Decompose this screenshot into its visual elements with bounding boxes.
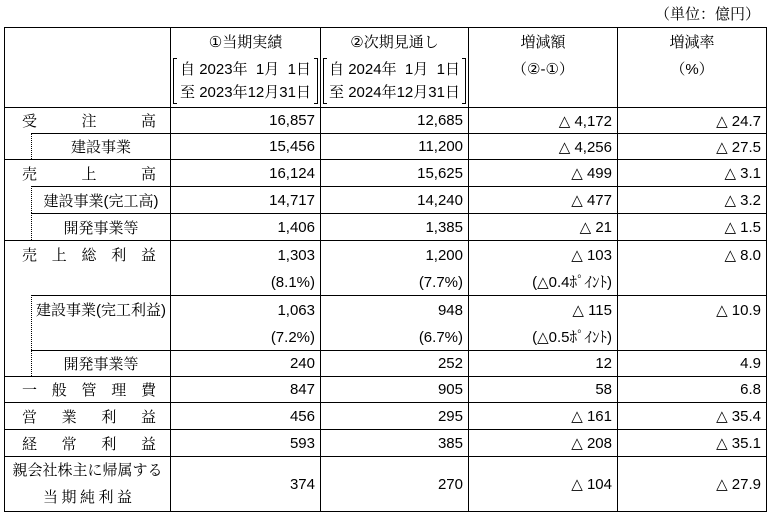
row-sales-development-rate: △ 1.5 [617, 213, 766, 240]
row-net-income-forecast: 270 [320, 456, 468, 511]
row-sga-label: 一般管理費 [22, 382, 156, 399]
row-sga-forecast: 905 [320, 376, 468, 402]
row-sales-development-forecast: 1,385 [320, 213, 468, 240]
row-sales-construction-label: 建設事業(完工高) [31, 186, 170, 213]
row-gross-profit-rate: △ 8.0 [724, 247, 761, 264]
header-change-title: 増減額 [520, 34, 566, 51]
row-sales-construction-change: △ 477 [468, 186, 617, 213]
row-gp-construction-change-cell [468, 295, 617, 350]
row-gp-construction-actual-cell [170, 295, 320, 350]
row-ordinary-income-label-cell [4, 429, 170, 456]
row-gross-profit-sub-indent [4, 295, 31, 376]
row-gross-profit-actual: 1,303 [277, 247, 315, 264]
row-sga-change: 58 [468, 376, 617, 402]
row-net-income-change: △ 104 [468, 456, 617, 511]
row-gross-profit-change-cell [468, 240, 617, 295]
row-operating-income-label: 営業利益 [22, 408, 156, 426]
row-gross-profit-forecast-cell [320, 240, 468, 295]
row-orders-construction-forecast: 11,200 [320, 133, 468, 159]
row-gross-profit-forecast: 1,200 [425, 247, 463, 264]
header-actual-period-bracket [173, 58, 318, 104]
header-forecast-title: ②次期見通し [350, 34, 439, 51]
header-forecast-period-from: 自 2024年 1月 1日 [329, 61, 460, 78]
row-net-income-actual: 374 [170, 456, 320, 511]
row-orders-construction-actual: 15,456 [170, 133, 320, 159]
row-net-sales-label: 売上高 [22, 165, 156, 183]
row-net-income-label-line1: 親会社株主に帰属する [12, 462, 163, 479]
row-net-sales-actual: 16,124 [170, 159, 320, 186]
row-gp-construction-forecast-ratio: (6.7%) [418, 329, 463, 346]
row-gross-profit-change-ratio: (△0.4ﾎﾟｲﾝﾄ) [532, 274, 612, 291]
row-gross-profit-label: 売上総利益 [22, 247, 156, 264]
row-sales-sub-indent [4, 186, 31, 240]
row-net-sales-change: △ 499 [468, 159, 617, 186]
header-forecast-cell [320, 27, 468, 107]
row-gp-construction-label: 建設事業(完工利益) [36, 302, 166, 319]
row-net-income-label-cell [4, 456, 170, 511]
row-orders-received-rate: △ 24.7 [617, 107, 766, 133]
row-orders-received-label-cell [4, 107, 170, 133]
row-gross-profit-change: △ 103 [571, 247, 612, 264]
row-sales-development-label: 開発事業等 [31, 213, 170, 240]
row-orders-construction-indent [4, 133, 31, 159]
header-forecast-period-bracket [323, 58, 466, 104]
financial-forecast-table [4, 27, 767, 512]
row-sga-label-cell [4, 376, 170, 402]
row-gp-development-actual: 240 [170, 350, 320, 376]
row-orders-construction-rate: △ 27.5 [617, 133, 766, 159]
row-ordinary-income-forecast: 385 [320, 429, 468, 456]
header-change-subtitle-box [469, 58, 617, 104]
row-gp-construction-actual-ratio: (7.2%) [270, 329, 315, 346]
row-gp-development-label: 開発事業等 [31, 350, 170, 376]
row-sales-construction-forecast: 14,240 [320, 186, 468, 213]
header-rate-subtitle: （%） [670, 61, 714, 78]
row-net-sales-rate: △ 3.1 [617, 159, 766, 186]
row-gp-development-forecast: 252 [320, 350, 468, 376]
row-gross-profit-rate-cell [617, 240, 766, 295]
row-ordinary-income-change: △ 208 [468, 429, 617, 456]
row-ordinary-income-actual: 593 [170, 429, 320, 456]
header-change-cell [468, 27, 617, 107]
row-gp-construction-actual: 1,063 [277, 302, 315, 319]
row-net-income-label-line2: 当期純利益 [43, 489, 132, 506]
row-ordinary-income-rate: △ 35.1 [617, 429, 766, 456]
row-net-sales-label-cell [4, 159, 170, 186]
row-gp-construction-label-cell [31, 295, 170, 350]
row-orders-construction-change: △ 4,256 [468, 133, 617, 159]
row-gp-construction-change: △ 115 [572, 302, 612, 319]
row-gp-construction-rate-cell [617, 295, 766, 350]
row-operating-income-actual: 456 [170, 402, 320, 429]
header-actual-title: ①当期実績 [208, 34, 283, 51]
row-gp-development-change: 12 [468, 350, 617, 376]
row-orders-received-change: △ 4,172 [468, 107, 617, 133]
header-rate-cell [617, 27, 766, 107]
row-operating-income-rate: △ 35.4 [617, 402, 766, 429]
row-gp-construction-forecast-cell [320, 295, 468, 350]
row-orders-received-label: 受注高 [22, 113, 156, 130]
row-gp-construction-change-ratio: (△0.5ﾎﾟｲﾝﾄ) [532, 329, 612, 346]
row-orders-received-actual: 16,857 [170, 107, 320, 133]
row-gross-profit-forecast-ratio: (7.7%) [418, 274, 463, 291]
header-forecast-period-to: 至 2024年12月31日 [329, 84, 460, 101]
header-actual-cell [170, 27, 320, 107]
row-operating-income-forecast: 295 [320, 402, 468, 429]
row-operating-income-change: △ 161 [468, 402, 617, 429]
row-sga-actual: 847 [170, 376, 320, 402]
row-orders-construction-label: 建設事業 [31, 133, 170, 159]
row-sales-construction-rate: △ 3.2 [617, 186, 766, 213]
row-sales-development-change: △ 21 [468, 213, 617, 240]
header-change-subtitle: （②-①） [512, 61, 574, 78]
header-rate-subtitle-box [618, 58, 766, 104]
row-gp-construction-rate: △ 10.9 [716, 302, 761, 319]
row-gross-profit-actual-cell [170, 240, 320, 295]
row-sales-construction-actual: 14,717 [170, 186, 320, 213]
header-rate-title: 増減率 [669, 34, 715, 51]
row-ordinary-income-label: 経常利益 [22, 435, 156, 453]
header-actual-period-from: 自 2023年 1月 1日 [180, 61, 311, 78]
row-gross-profit-label-cell [4, 240, 170, 295]
row-sga-rate: 6.8 [617, 376, 766, 402]
row-operating-income-label-cell [4, 402, 170, 429]
row-gross-profit-actual-ratio: (8.1%) [270, 274, 315, 291]
row-sales-development-actual: 1,406 [170, 213, 320, 240]
header-actual-period-to: 至 2023年12月31日 [180, 84, 311, 101]
row-net-income-rate: △ 27.9 [617, 456, 766, 511]
row-net-sales-forecast: 15,625 [320, 159, 468, 186]
row-gp-construction-forecast: 948 [437, 302, 463, 319]
row-gp-development-rate: 4.9 [617, 350, 766, 376]
row-orders-received-forecast: 12,685 [320, 107, 468, 133]
unit-note: （単位：億円） [654, 6, 760, 23]
header-corner-cell [4, 27, 170, 107]
